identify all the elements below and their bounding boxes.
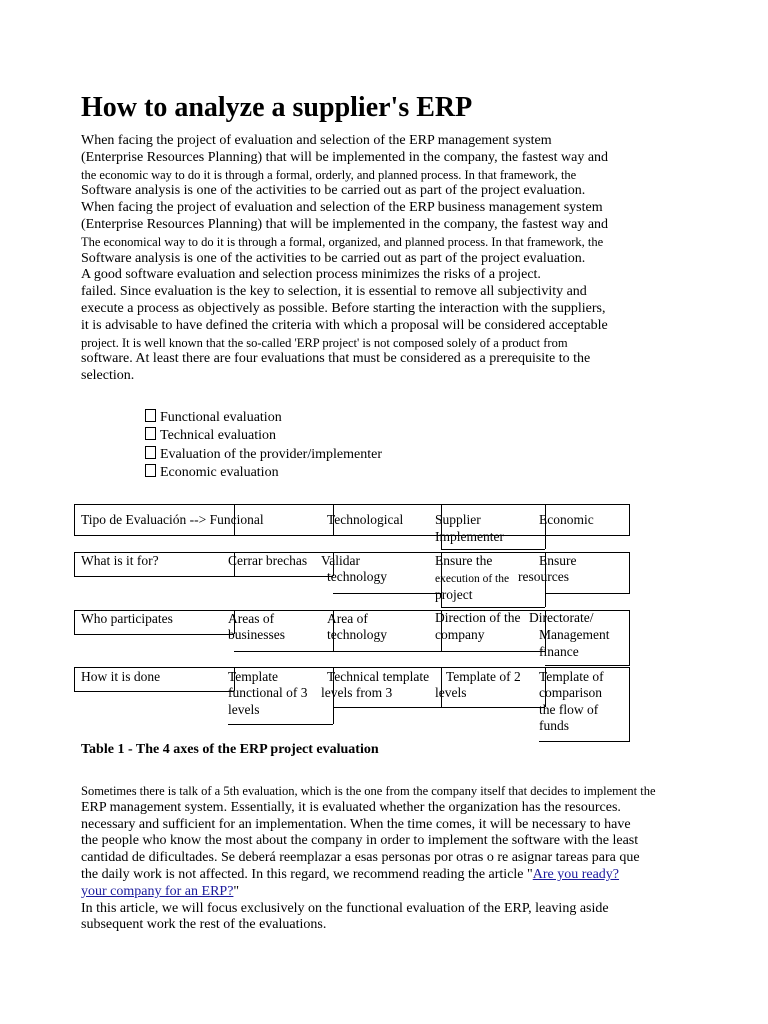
list-item	[145, 446, 382, 464]
table-border	[539, 741, 630, 742]
text-line: cantidad de dificultades. Se deberá reemplazar a esas personas por otras o re asignar tareas para que	[81, 850, 640, 866]
table-cell: technology	[327, 569, 387, 584]
table-cell: Management	[539, 627, 610, 642]
text-line: it is advisable to have defined the criteria with which a proposal will be considered acceptable	[81, 317, 608, 333]
table-cell: levels	[435, 685, 467, 700]
table-cell: Areas of	[228, 611, 275, 626]
outro-paragraph	[81, 783, 656, 934]
table-border	[74, 667, 75, 691]
table-border	[234, 651, 333, 652]
text-line: the people who know the most about the company in order to implement the software with the least	[81, 833, 639, 849]
text-line: project. It is well known that the so-called 'ERP project' is not composed solely of a product from	[81, 335, 568, 350]
page-title: How to analyze a supplier's ERP	[81, 92, 473, 123]
text-line: (Enterprise Resources Planning) that will be implemented in the company, the fastest way and	[81, 149, 609, 165]
table-cell: businesses	[228, 627, 285, 642]
table-border	[629, 610, 630, 665]
text-line: In this article, we will focus exclusively on the functional evaluation of the ERP, leaving aside	[81, 900, 609, 916]
table-cell: Cerrar brechas	[228, 553, 308, 568]
table-cell: Template	[228, 669, 279, 684]
table-border	[333, 593, 441, 594]
table-cell: finance	[539, 644, 579, 659]
table-border	[441, 549, 545, 550]
text-segment: "	[233, 883, 240, 899]
text-line: (Enterprise Resources Planning) that will be implemented in the company, the fastest way and	[81, 216, 609, 232]
text-line: subsequent work the rest of the evaluations.	[81, 917, 327, 933]
table-header-cell: Supplier	[435, 512, 481, 527]
table-border	[441, 607, 545, 608]
table-cell: Template of	[539, 669, 604, 684]
table-border	[228, 724, 333, 725]
table-border	[629, 667, 630, 741]
text-segment: the daily work is not affected. In this regard, we recommend reading the article "	[81, 866, 533, 882]
table-cell: technology	[327, 627, 387, 642]
list-item	[145, 464, 382, 482]
table-cell: functional of 3	[228, 685, 308, 700]
table-border	[74, 691, 234, 692]
table-border	[441, 651, 545, 652]
table-cell: Ensure the	[435, 553, 493, 568]
list-item	[145, 409, 382, 427]
table-border	[629, 504, 630, 535]
article-link-continued[interactable]: your company for an ERP?	[81, 883, 234, 899]
table-cell: Template of 2	[446, 669, 521, 684]
missing-glyph-icon	[145, 427, 156, 440]
table-border	[74, 552, 75, 576]
table-header-cell: Implementer	[435, 529, 504, 544]
list-item-label: Economic evaluation	[160, 464, 279, 480]
table-border	[333, 651, 441, 652]
text-line: When facing the project of evaluation and selection of the ERP management system	[81, 133, 552, 148]
table-border	[333, 707, 441, 708]
text-line: execute a process as objectively as possible. Before starting the interaction with the suppliers,	[81, 300, 606, 316]
text-line	[81, 867, 656, 884]
table-border	[74, 535, 630, 536]
text-line: When facing the project of evaluation and selection of the ERP business management system	[81, 200, 603, 216]
table-border	[441, 707, 545, 708]
table-cell: execution of the	[435, 573, 510, 585]
article-link[interactable]: Are you ready?	[532, 866, 620, 882]
table-cell: project	[435, 587, 473, 602]
text-line: ERP management system. Essentially, it is evaluated whether the organization has the resources.	[81, 799, 621, 815]
missing-glyph-icon	[145, 409, 156, 422]
list-item-label: Functional evaluation	[160, 410, 282, 425]
table-cell: comparison	[539, 685, 602, 700]
table-cell: resources	[518, 569, 569, 584]
table-cell: company	[435, 627, 485, 642]
table-border	[545, 665, 630, 666]
table-cell: the flow of	[539, 702, 599, 717]
intro-paragraph	[81, 133, 608, 385]
table-row-label: Who participates	[81, 611, 173, 626]
table-caption: Table 1 - The 4 axes of the ERP project evaluation	[81, 742, 379, 757]
text-line: The economical way to do it is through a formal, organized, and planned process. In that framework, the	[81, 234, 604, 249]
table-cell: Validar	[321, 553, 360, 568]
list-item-label: Technical evaluation	[160, 428, 277, 444]
text-line: the economic way to do it is through a formal, orderly, and planned process. In that framework, the	[81, 167, 577, 182]
text-line	[81, 884, 656, 901]
table-border	[74, 576, 234, 577]
text-line: software. At least there are four evaluations that must be considered as a prerequisite to the	[81, 351, 591, 367]
missing-glyph-icon	[145, 464, 156, 477]
text-line: Software analysis is one of the activities to be carried out as part of the project evaluation.	[81, 250, 586, 266]
table-border	[74, 634, 234, 635]
table-row-label: What is it for?	[81, 553, 159, 568]
list-item-label: Evaluation of the provider/implementer	[160, 446, 382, 462]
table-cell: funds	[539, 718, 569, 733]
table-row-label: How it is done	[81, 669, 161, 684]
table-header-cell: Economic	[539, 512, 594, 527]
text-line: Sometimes there is talk of a 5th evaluation, which is the one from the company itself that decides to implement the	[81, 784, 656, 798]
table-border	[629, 552, 630, 593]
text-line: necessary and sufficient for an implementation. When the time comes, it will be necessary to have	[81, 816, 631, 832]
text-line: selection.	[81, 368, 135, 384]
table-border	[74, 504, 75, 535]
table-border	[74, 667, 630, 668]
table-header-cell: Tipo de Evaluación --> Funcional	[81, 512, 264, 527]
table-border	[74, 504, 630, 505]
table-header-cell: Technological	[327, 512, 404, 527]
text-line: failed. Since evaluation is the key to selection, it is essential to remove all subjectivity and	[81, 284, 587, 300]
evaluation-list	[145, 409, 382, 482]
text-line: Software analysis is one of the activities to be carried out as part of the project evaluation.	[81, 183, 586, 199]
table-cell: Technical template	[327, 669, 430, 684]
table-cell: Directorate/	[529, 610, 594, 625]
missing-glyph-icon	[145, 446, 156, 459]
table-cell: Direction of the	[435, 610, 521, 625]
table-cell: levels	[228, 702, 260, 717]
list-item	[145, 427, 382, 445]
table-cell: Area of	[327, 611, 368, 626]
table-border	[234, 576, 333, 577]
table-cell: levels from 3	[321, 685, 393, 700]
table-border	[545, 593, 630, 594]
text-line: A good software evaluation and selection process minimizes the risks of a project.	[81, 267, 541, 283]
table-cell: Ensure	[539, 553, 577, 568]
table-border	[74, 610, 75, 634]
